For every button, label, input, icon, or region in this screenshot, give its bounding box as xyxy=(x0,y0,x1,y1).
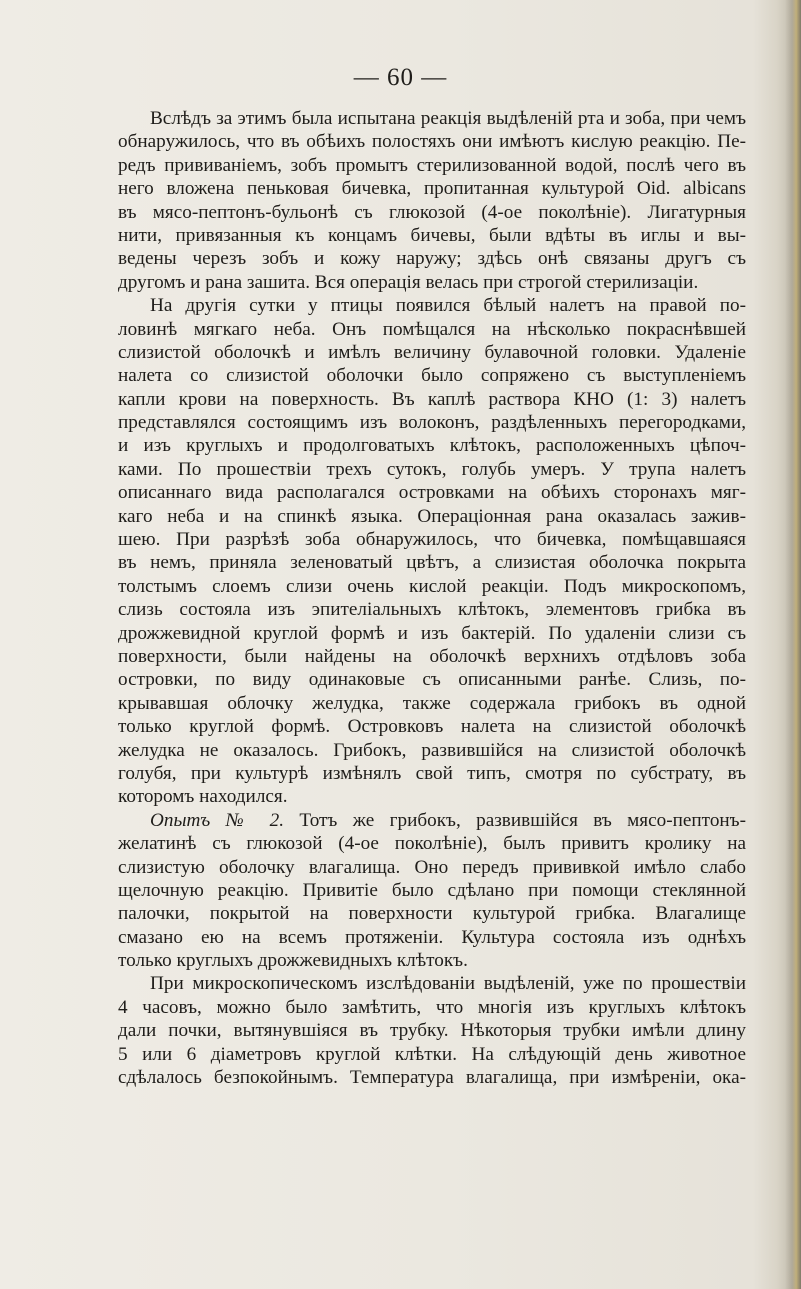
text-line xyxy=(118,972,746,995)
text-line xyxy=(118,739,746,762)
line-text: которомъ находился. xyxy=(118,786,288,808)
text-line xyxy=(118,832,746,855)
line-text: налета со слизистой оболочки было сопряжено съ выступленіемъ xyxy=(118,365,746,387)
text-line xyxy=(118,154,746,177)
line-text: капли крови на поверхность. Въ каплѣ раствора КНО (1: 3) налетъ xyxy=(118,388,746,410)
text-line xyxy=(118,785,746,808)
text-line xyxy=(118,598,746,621)
line-text: желатинѣ съ глюкозой (4-ое поколѣніе), былъ привитъ кролику на xyxy=(118,833,746,855)
text-line xyxy=(118,575,746,598)
line-text: и изъ круглыхъ и продолговатыхъ клѣтокъ, расположенныхъ цѣпоч- xyxy=(118,435,746,457)
text-line xyxy=(118,926,746,949)
text-line xyxy=(118,224,746,247)
text-line xyxy=(118,1066,746,1089)
text-line xyxy=(118,551,746,574)
text-line xyxy=(118,645,746,668)
text-line xyxy=(118,1043,746,1066)
text-line xyxy=(118,762,746,785)
text-line xyxy=(118,294,746,317)
line-text: каго неба и на спинкѣ языка. Операціонная рана оказалась зажив- xyxy=(118,505,746,527)
line-text: слизь состояла изъ эпителіальныхъ клѣтокъ, элементовъ грибка въ xyxy=(118,599,746,621)
text-line xyxy=(118,247,746,270)
line-text: другомъ и рана зашита. Вся операція велась при строгой стерилизаціи. xyxy=(118,271,699,293)
line-text: въ мясо-пептонъ-бульонѣ съ глюкозой (4-ое поколѣніе). Лигатурныя xyxy=(118,201,746,223)
line-text: желудка не оказалось. Грибокъ, развившійся на слизистой оболочкѣ xyxy=(118,739,746,761)
text-line xyxy=(118,388,746,411)
text-line xyxy=(118,505,746,528)
line-text: поверхности, были найдены на оболочкѣ верхнихъ отдѣловъ зоба xyxy=(118,645,746,667)
text-line xyxy=(118,856,746,879)
line-text: нити, привязанныя къ концамъ бичевы, были вдѣты въ иглы и вы- xyxy=(118,224,746,246)
line-text: слизистой оболочкѣ и имѣлъ величину булавочной головки. Удаленіе xyxy=(118,341,746,363)
line-text: дали почки, вытянувшіяся въ трубку. Нѣкоторыя трубки имѣли длину xyxy=(118,1020,746,1042)
text-line xyxy=(118,364,746,387)
line-text: На другія сутки у птицы появился бѣлый налетъ на правой по- xyxy=(150,295,746,317)
text-line xyxy=(118,622,746,645)
line-text: Вслѣдъ за этимъ была испытана реакція выдѣленій рта и зоба, при чемъ xyxy=(150,108,746,129)
text-line xyxy=(118,481,746,504)
text-line xyxy=(118,668,746,691)
line-text: Тотъ же грибокъ, развившійся въ мясо-пептонъ- xyxy=(284,809,746,831)
text-line xyxy=(118,949,746,972)
line-text: него вложена пеньковая бичевка, пропитанная культурой Oid. albicans xyxy=(118,178,746,200)
line-text: островки, по виду одинаковые съ описанными ранѣе. Слизь, по- xyxy=(118,669,746,691)
text-line xyxy=(118,411,746,434)
text-line xyxy=(118,879,746,902)
line-text: представлялся состоящимъ изъ волоконъ, раздѣленныхъ перегородками, xyxy=(118,412,746,434)
line-text: смазано ею на всемъ протяженіи. Культура состояла изъ однѣхъ xyxy=(118,926,746,948)
text-line xyxy=(118,130,746,153)
text-line xyxy=(118,809,746,832)
line-text: При микроскопическомъ изслѣдованіи выдѣленій, уже по прошествіи xyxy=(150,973,746,995)
text-line xyxy=(118,1019,746,1042)
text-line xyxy=(118,107,746,130)
line-text: ками. По прошествіи трехъ сутокъ, голубь умеръ. У трупа налетъ xyxy=(118,458,746,480)
line-text: ловинѣ мягкаго неба. Онъ помѣщался на нѣсколько покраснѣвшей xyxy=(118,318,746,340)
body-text xyxy=(118,107,746,1089)
line-text: описаннаго вида располагался островками на обѣихъ сторонахъ мяг- xyxy=(118,482,746,504)
line-text: ведены черезъ зобъ и кожу наружу; здѣсь онѣ связаны другъ съ xyxy=(118,248,746,270)
line-text: слизистую оболочку влагалища. Оно передъ прививкой имѣло слабо xyxy=(118,856,746,878)
text-line xyxy=(118,318,746,341)
text-line xyxy=(118,434,746,457)
text-line xyxy=(118,201,746,224)
text-line xyxy=(118,271,746,294)
line-text: только круглыхъ дрожжевидныхъ клѣтокъ. xyxy=(118,950,468,972)
line-text: щелочную реакцію. Привитіе было сдѣлано при помощи стеклянной xyxy=(118,879,746,901)
text-line xyxy=(118,996,746,1019)
line-text: шею. При разрѣзѣ зоба обнаружилось, что бичевка, помѣщавшаяся xyxy=(118,529,746,551)
experiment-heading: Опытъ № 2. xyxy=(150,809,285,831)
line-text: 5 или 6 діаметровъ круглой клѣтки. На слѣдующій день животное xyxy=(118,1043,746,1065)
line-text: крывавшая облочку желудка, также содержала грибокъ въ одной xyxy=(118,692,746,714)
text-line xyxy=(118,902,746,925)
text-line xyxy=(118,177,746,200)
line-text: въ немъ, приняла зеленоватый цвѣтъ, а слизистая оболочка покрыта xyxy=(118,552,746,574)
line-text: голубя, при культурѣ измѣнялъ свой типъ, смотря по субстрату, въ xyxy=(118,762,746,784)
line-text: только круглой формѣ. Островковъ налета на слизистой оболочкѣ xyxy=(118,716,746,738)
text-line xyxy=(118,692,746,715)
line-text: редъ прививаніемъ, зобъ промытъ стерилизованной водой, послѣ чего въ xyxy=(118,154,746,176)
line-text: сдѣлалось безпокойнымъ. Температура влагалища, при измѣреніи, ока- xyxy=(118,1067,746,1089)
line-text: обнаружилось, что въ обѣихъ полостяхъ они имѣютъ кислую реакцію. Пе- xyxy=(118,131,746,153)
page-binding-edge xyxy=(785,0,801,1289)
line-text: дрожжевидной круглой формѣ и изъ бактерій. По удаленіи слизи съ xyxy=(118,622,746,644)
page-number: — 60 — xyxy=(353,64,448,91)
text-line xyxy=(118,715,746,738)
line-text: толстымъ слоемъ слизи очень кислой реакціи. Подъ микроскопомъ, xyxy=(118,575,746,597)
line-text: 4 часовъ, можно было замѣтить, что многія изъ круглыхъ клѣтокъ xyxy=(118,996,746,1018)
text-line xyxy=(118,341,746,364)
text-line xyxy=(118,528,746,551)
text-line xyxy=(118,458,746,481)
line-text: палочки, покрытой на поверхности культурой грибка. Влагалище xyxy=(118,903,746,925)
